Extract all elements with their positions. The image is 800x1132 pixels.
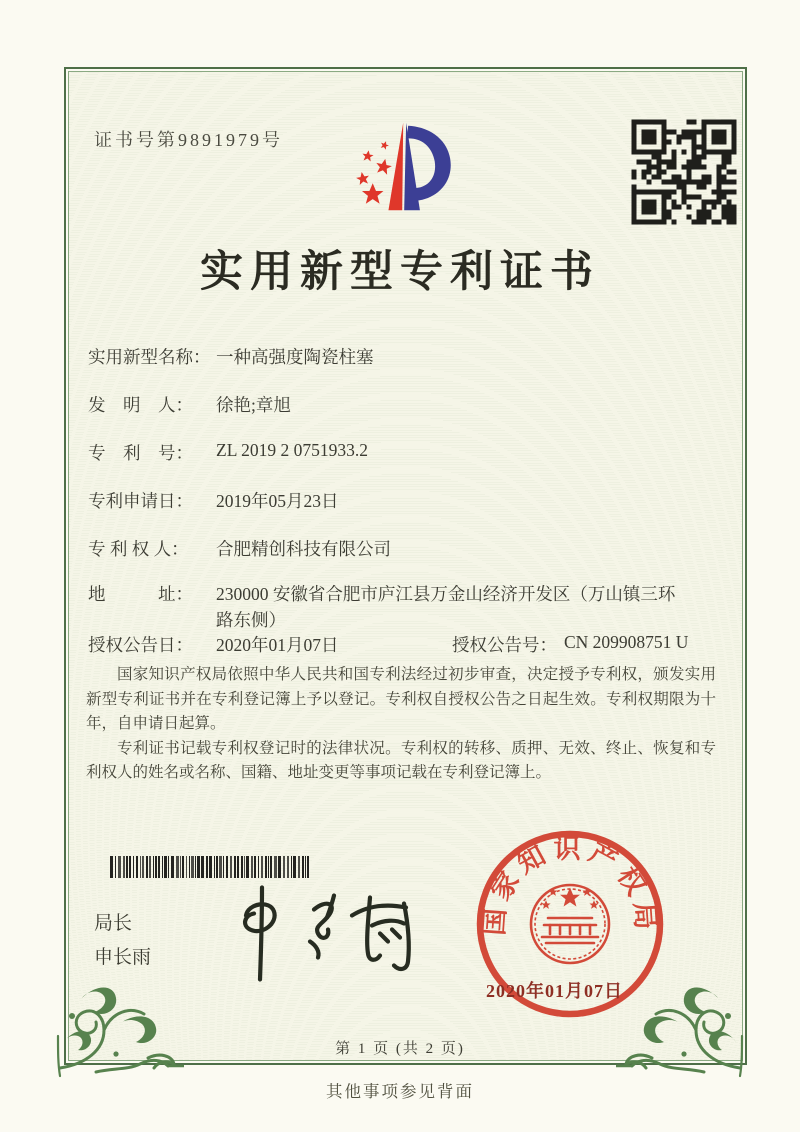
qr-code-icon [630,118,738,226]
commissioner-title: 局长 [94,913,133,934]
field-patentee [88,536,391,561]
field-label: 专 利 号： [88,443,193,463]
field-filing-date [88,488,339,513]
field-label: 专 利 权 人： [88,539,189,559]
legal-paragraph-1: 国家知识产权局依照中华人民共和国专利法经过初步审查，决定授予专利权，颁发实用新型专利证书并在专利登记簿上予以登记。专利权自授权公告之日起生效。专利权期限为十年，自申请日起算。 [86,666,716,732]
field-label: 授权公告日： [88,635,193,655]
field-value: ZL 2019 2 0751933.2 [216,440,368,460]
barcode-icon [110,856,312,878]
seal-text: 国家知识产权局 [479,833,661,937]
field-label: 实用新型名称： [88,347,211,367]
page-number: 第 1 页 (共 2 页) [335,1041,465,1057]
field-grant-number [452,632,688,657]
field-label: 发 明 人： [88,395,193,415]
field-value: CN 209908751 U [564,632,689,652]
corner-flourish-icon [616,976,748,1078]
field-label: 授权公告号： [452,635,557,655]
field-value: 合肥精创科技有限公司 [216,539,391,559]
field-grant-date [88,632,339,657]
field-inventor [88,392,291,417]
seal-date: 2020年01月07日 [486,981,623,1001]
field-value: 230000 安徽省合肥市庐江县万金山经济开发区（万山镇三环路东侧） [216,584,676,630]
field-value: 一种高强度陶瓷柱塞 [216,347,374,367]
field-value: 徐艳;章旭 [216,395,291,415]
field-value: 2019年05月23日 [216,491,339,511]
legal-paragraph-2: 专利证书记载专利权登记时的法律状况。专利权的转移、质押、无效、终止、恢复和专利权人的姓名或名称、国籍、地址变更等事项记载在专利登记簿上。 [86,739,716,781]
corner-flourish-icon [52,976,184,1078]
field-patent-number [88,440,368,465]
field-utility-model-name [88,344,374,369]
certificate-title: 实用新型专利证书 [200,249,600,296]
legal-text [86,663,716,786]
certificate-number: 证书号第9891979号 [94,130,283,150]
back-note: 其他事项参见背面 [326,1082,474,1101]
commissioner-name: 申长雨 [94,947,152,968]
commissioner-signature-icon [218,880,428,988]
field-address [88,581,684,633]
field-label: 地 址： [88,584,193,604]
field-value: 2020年01月07日 [216,635,339,655]
cnipa-logo-icon [350,110,480,228]
field-label: 专利申请日： [88,491,193,511]
